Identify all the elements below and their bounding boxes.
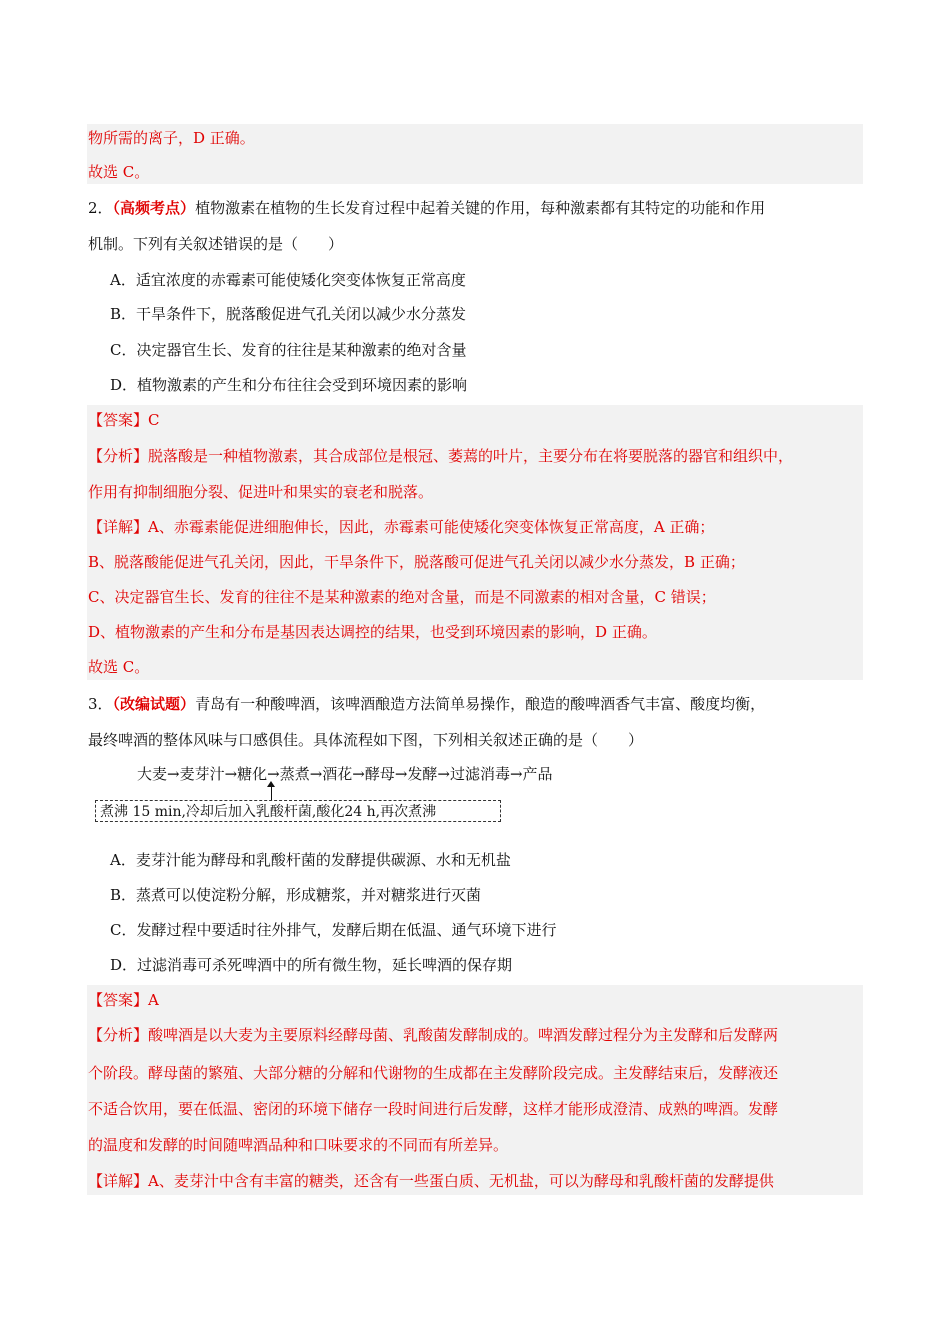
q2-answer: 【答案】C — [88, 411, 160, 429]
process-flow-box: 煮沸 15 min,冷却后加入乳酸杆菌,酸化24 h,再次煮沸 — [95, 800, 501, 822]
q2-analysis-line2: 作用有抑制细胞分裂、促进叶和果实的衰老和脱落。 — [88, 483, 434, 501]
q2-option-c: C．决定器官生长、发育的往往是某种激素的绝对含量 — [110, 341, 467, 359]
flow-up-arrow-line — [271, 785, 272, 800]
process-flow: 大麦→麦芽汁→糖化→蒸煮→酒花→酵母→发酵→过滤消毒→产品 — [137, 765, 553, 783]
q3-option-b: B．蒸煮可以使淀粉分解，形成糖浆，并对糖浆进行灭菌 — [110, 886, 482, 904]
q3-stem-line1 — [88, 694, 765, 714]
q2-number: 2． — [88, 199, 113, 217]
q3-detail-line1: 【详解】A、麦芽汁中含有丰富的糖类，还含有一些蛋白质、无机盐，可以为酵母和乳酸杆菌的发酵提供 — [88, 1172, 774, 1190]
prev-detail-line: 物所需的离子，D 正确。 — [88, 129, 255, 147]
q2-option-d: D．植物激素的产生和分布往往会受到环境因素的影响 — [110, 376, 468, 394]
q3-stem-line2: 最终啤酒的整体风味与口感俱佳。具体流程如下图，下列相关叙述正确的是（ ） — [88, 731, 644, 749]
q2-stem-line2: 机制。下列有关叙述错误的是（ ） — [88, 235, 344, 253]
q2-stem-line1 — [88, 198, 765, 218]
q3-option-d: D．过滤消毒可杀死啤酒中的所有微生物，延长啤酒的保存期 — [110, 956, 513, 974]
q3-analysis-line4: 的温度和发酵的时间随啤酒品种和口味要求的不同而有所差异。 — [88, 1136, 509, 1154]
q3-option-a: A．麦芽汁能为酵母和乳酸杆菌的发酵提供碳源、水和无机盐 — [110, 851, 511, 869]
q2-detail-line2: B、脱落酸能促进气孔关闭，因此，干旱条件下，脱落酸可促进气孔关闭以减少水分蒸发，B 正确； — [88, 553, 745, 571]
q3-answer: 【答案】A — [88, 991, 159, 1009]
q2-detail-line1: 【详解】A、赤霉素能促进细胞伸长，因此，赤霉素可能使矮化突变体恢复正常高度，A 正确； — [88, 518, 715, 536]
q3-analysis-line2: 个阶段。酵母菌的繁殖、大部分糖的分解和代谢物的生成都在主发酵阶段完成。主发酵结束后，发酵液还 — [88, 1064, 779, 1082]
q3-answer-block — [87, 985, 863, 1195]
q2-choice: 故选 C。 — [88, 658, 150, 676]
q2-analysis-line1: 【分析】脱落酸是一种植物激素，其合成部位是根冠、萎蔫的叶片，主要分布在将要脱落的器官和组织中， — [88, 447, 794, 465]
q3-option-c: C．发酵过程中要适时往外排气，发酵后期在低温、通气环境下进行 — [110, 921, 557, 939]
q3-analysis-line1: 【分析】酸啤酒是以大麦为主要原料经酵母菌、乳酸菌发酵制成的。啤酒发酵过程分为主发酵和后发酵两 — [88, 1026, 779, 1044]
q2-option-b: B．干旱条件下，脱落酸促进气孔关闭以减少水分蒸发 — [110, 305, 467, 323]
q3-analysis-line3: 不适合饮用，要在低温、密闭的环境下储存一段时间进行后发酵，这样才能形成澄清、成熟的啤酒。发酵 — [88, 1100, 779, 1118]
q2-tag: （高频考点） — [112, 199, 196, 217]
q3-number: 3． — [88, 695, 113, 713]
q2-stem-text1: 植物激素在植物的生长发育过程中起着关键的作用，每种激素都有其特定的功能和作用 — [195, 199, 766, 217]
q3-stem-text1: 青岛有一种酸啤酒，该啤酒酿造方法简单易操作，酿造的酸啤酒香气丰富、酸度均衡， — [195, 695, 766, 713]
q2-option-a: A．适宜浓度的赤霉素可能使矮化突变体恢复正常高度 — [110, 271, 466, 289]
q2-detail-line4: D、植物激素的产生和分布是基因表达调控的结果，也受到环境因素的影响，D 正确。 — [88, 623, 657, 641]
prev-choice-line: 故选 C。 — [88, 163, 150, 181]
q2-detail-line3: C、决定器官生长、发育的往往不是某种激素的绝对含量，而是不同激素的相对含量，C 错误； — [88, 588, 716, 606]
q3-tag: （改编试题） — [112, 695, 196, 713]
